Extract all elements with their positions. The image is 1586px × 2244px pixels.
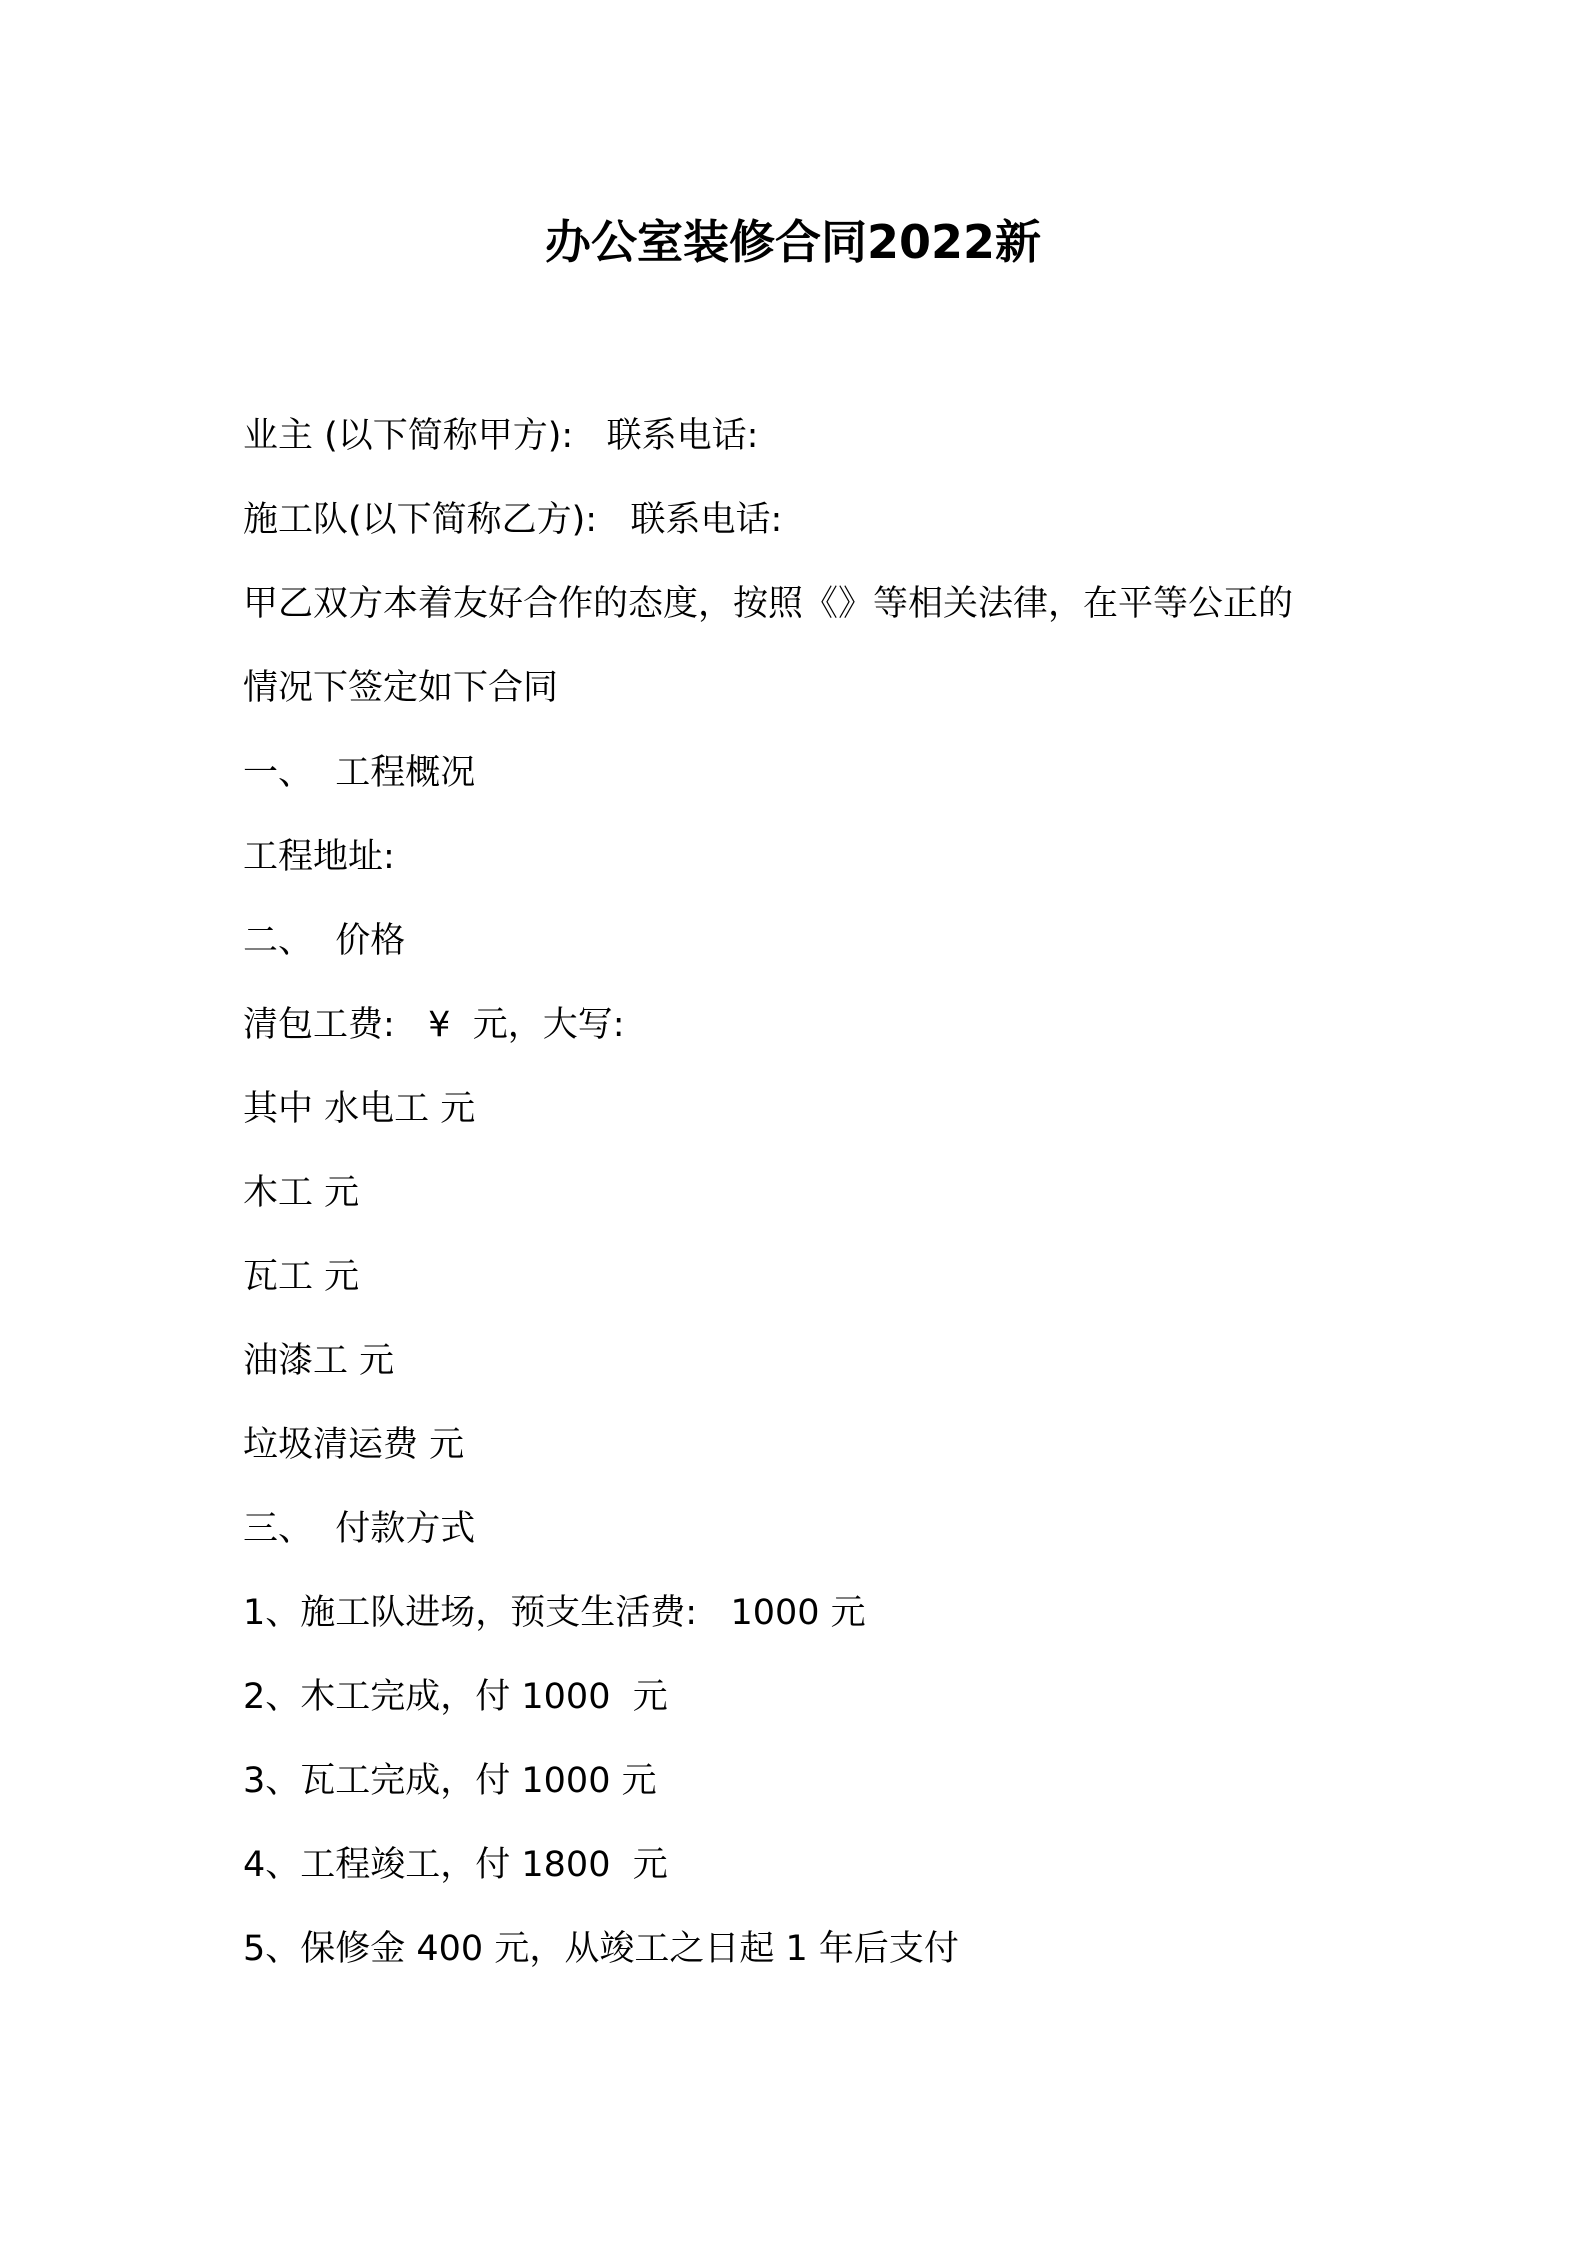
preamble-line-2: 情况下签定如下合同 bbox=[243, 668, 559, 708]
document-title: 办公室装修合同2022新 bbox=[544, 215, 1042, 269]
payment-item-5: 5、保修金 400 元，从竣工之日起 1 年后支付 bbox=[243, 1929, 959, 1969]
project-address-line: 工程地址: bbox=[243, 837, 395, 877]
section-heading-overview: 一、 工程概况 bbox=[243, 753, 476, 793]
section-heading-payment: 三、 付款方式 bbox=[243, 1509, 476, 1549]
payment-item-2: 2、木工完成，付 1000 元 bbox=[243, 1677, 668, 1717]
tiling-line: 瓦工 元 bbox=[243, 1257, 360, 1297]
section-heading-price: 二、 价格 bbox=[243, 921, 406, 961]
payment-item-4: 4、工程竣工，付 1800 元 bbox=[243, 1845, 668, 1885]
owner-line: 业主 (以下简称甲方): 联系电话: bbox=[243, 416, 759, 456]
plumbing-electrical-line: 其中 水电工 元 bbox=[243, 1089, 476, 1129]
contractor-line: 施工队(以下简称乙方): 联系电话: bbox=[243, 500, 783, 540]
payment-item-1: 1、施工队进场，预支生活费: 1000 元 bbox=[243, 1593, 866, 1633]
waste-removal-line: 垃圾清运费 元 bbox=[243, 1425, 465, 1465]
labor-fee-line: 清包工费: ¥ 元，大写: bbox=[243, 1005, 625, 1045]
painting-line: 油漆工 元 bbox=[243, 1341, 395, 1381]
carpentry-line: 木工 元 bbox=[243, 1173, 360, 1213]
preamble-line-1: 甲乙双方本着友好合作的态度，按照《》等相关法律，在平等公正的 bbox=[243, 584, 1294, 624]
payment-item-3: 3、瓦工完成，付 1000 元 bbox=[243, 1761, 657, 1801]
